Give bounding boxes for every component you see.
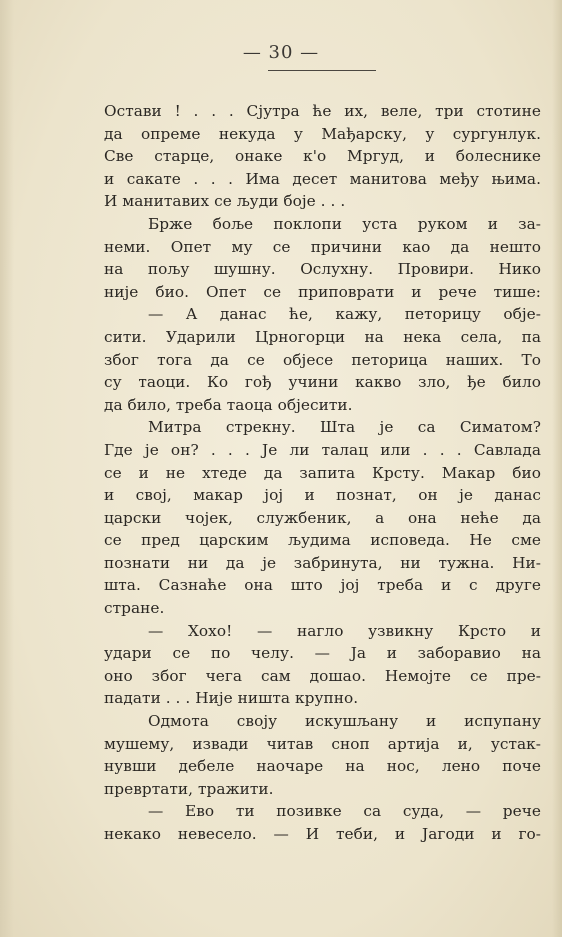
text-line: царски чојек, службеник, а она неће да	[104, 508, 541, 527]
text-line: и свој, макар јој и познат, он је данас	[104, 486, 541, 505]
text-line: на пољу шушну. Ослухну. Провири. Нико	[104, 260, 541, 279]
page-number-rule	[268, 70, 376, 71]
text-line: некако невесело. — И теби, и Јагоди и го-	[104, 825, 541, 843]
text-line: Остави ! . . . Сјутра ће их, веле, три стотине	[104, 102, 541, 120]
text-line: стране.	[104, 599, 165, 618]
text-line: су таоци. Ко гођ учини какво зло, ђе било	[104, 373, 541, 392]
text-line: се и не хтеде да запита Крсту. Макар био	[104, 463, 541, 482]
text-line: Где је он? . . . Је ли талац или . . . Савлада	[104, 440, 541, 459]
text-line: И манитавих се људи боје . . .	[104, 192, 346, 211]
text-line: Одмота своју искушљану и испупану	[148, 712, 541, 731]
text-line: и сакате . . . Има десет манитова међу њима.	[104, 169, 541, 188]
page-number: — 30 —	[242, 42, 320, 63]
text-line: због тога да се објесе петорица наших. То	[104, 350, 541, 369]
text-line: удари се по челу. — Ја и заборавио на	[104, 644, 541, 663]
text-line: није био. Опет се приповрати и рече тише:	[104, 282, 541, 301]
text-line: — А данас ће, кажу, петорицу обје-	[148, 305, 541, 324]
text-line: шта. Сазнаће она што јој треба и с друге	[104, 576, 541, 595]
text-line: падати . . . Није ништа крупно.	[104, 689, 359, 708]
text-line: оно због чега сам дошао. Немојте се пре-	[104, 666, 541, 685]
text-line: мушему, извади читав сноп артија и, устак-	[104, 734, 541, 753]
text-line: да било, треба таоца објесити.	[104, 395, 353, 414]
text-line: Све старце, онаке к'о Мргуд, и болеснике	[104, 147, 541, 166]
text-line: познати ни да је забринута, ни тужна. Ни-	[104, 553, 541, 572]
text-line: — Ево ти позивке са суда, — рече	[148, 802, 541, 821]
text-line: нувши дебеле наочаре на нос, лено поче	[104, 757, 541, 776]
text-line: Митра стрекну. Шта је са Симатом?	[148, 418, 541, 437]
body-text	[104, 100, 541, 846]
text-line: неми. Опет му се причини као да нешто	[104, 237, 541, 256]
text-line: се пред царским људима исповеда. Не сме	[104, 531, 541, 550]
text-line: сити. Ударили Црногорци на нека села, па	[104, 327, 541, 346]
text-line: превртати, тражити.	[104, 779, 274, 798]
text-line: да опреме некуда у Мађарску, у сургунлук.	[104, 124, 541, 143]
text-line: — Хохо! — нагло узвикну Крсто и	[148, 621, 541, 640]
text-line: Брже боље поклопи уста руком и за-	[148, 214, 541, 233]
